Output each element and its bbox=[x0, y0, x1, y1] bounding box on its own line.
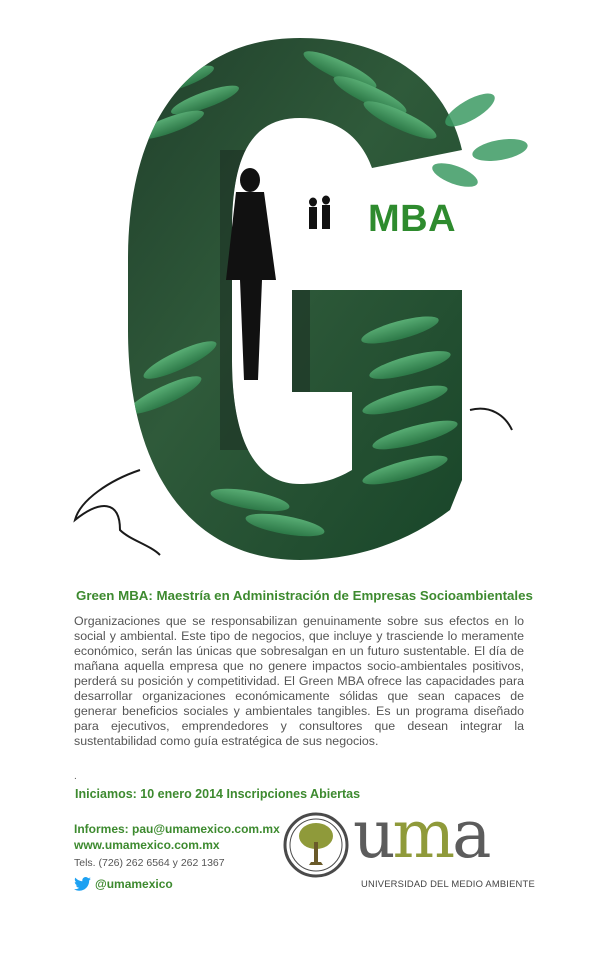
twitter-bird-icon bbox=[74, 877, 91, 891]
program-description: Organizaciones que se responsabilizan genuinamente sobre sus efectos en lo social y ambiental. Este tipo de negocios, que incluye y trasciende lo meramente económico, serán las únicas que sobresalgan en un futuro sustentable. El día de mañana aquella empresa que no genere impactos socio-ambientales positivos, perderá su posición y competitividad. El Green MBA ofrece las capacidades para desarrollar organizaciones económicamente sólidas que sean capaces de generar beneficios sociales y ambientales tangibles. Es un programa diseñado para ejecutivos, emprendedores y consultores que desean integrar la sustentabilidad como guía estratégica de sus negocios. bbox=[74, 614, 524, 748]
twitter-handle: @umamexico bbox=[95, 877, 173, 891]
start-date-line: Iniciamos: 10 enero 2014 Inscripciones Abiertas bbox=[75, 787, 361, 801]
contact-website[interactable]: www.umamexico.com.mx bbox=[74, 838, 220, 852]
tree-emblem-icon bbox=[283, 812, 349, 878]
program-heading: Green MBA: Maestría en Administración de Empresas Socioambientales bbox=[76, 588, 533, 603]
separator-dot: . bbox=[74, 771, 77, 782]
uma-logo bbox=[283, 796, 535, 898]
twitter-link[interactable] bbox=[74, 877, 173, 891]
uma-subtitle: UNIVERSIDAD DEL MEDIO AMBIENTE bbox=[361, 878, 535, 889]
contact-email[interactable]: Informes: pau@umamexico.com.mx bbox=[74, 822, 280, 836]
uma-wordmark: uma bbox=[353, 796, 489, 873]
contact-phones: Tels. (726) 262 6564 y 262 1367 bbox=[74, 857, 225, 869]
mba-title: MBA bbox=[368, 198, 457, 240]
